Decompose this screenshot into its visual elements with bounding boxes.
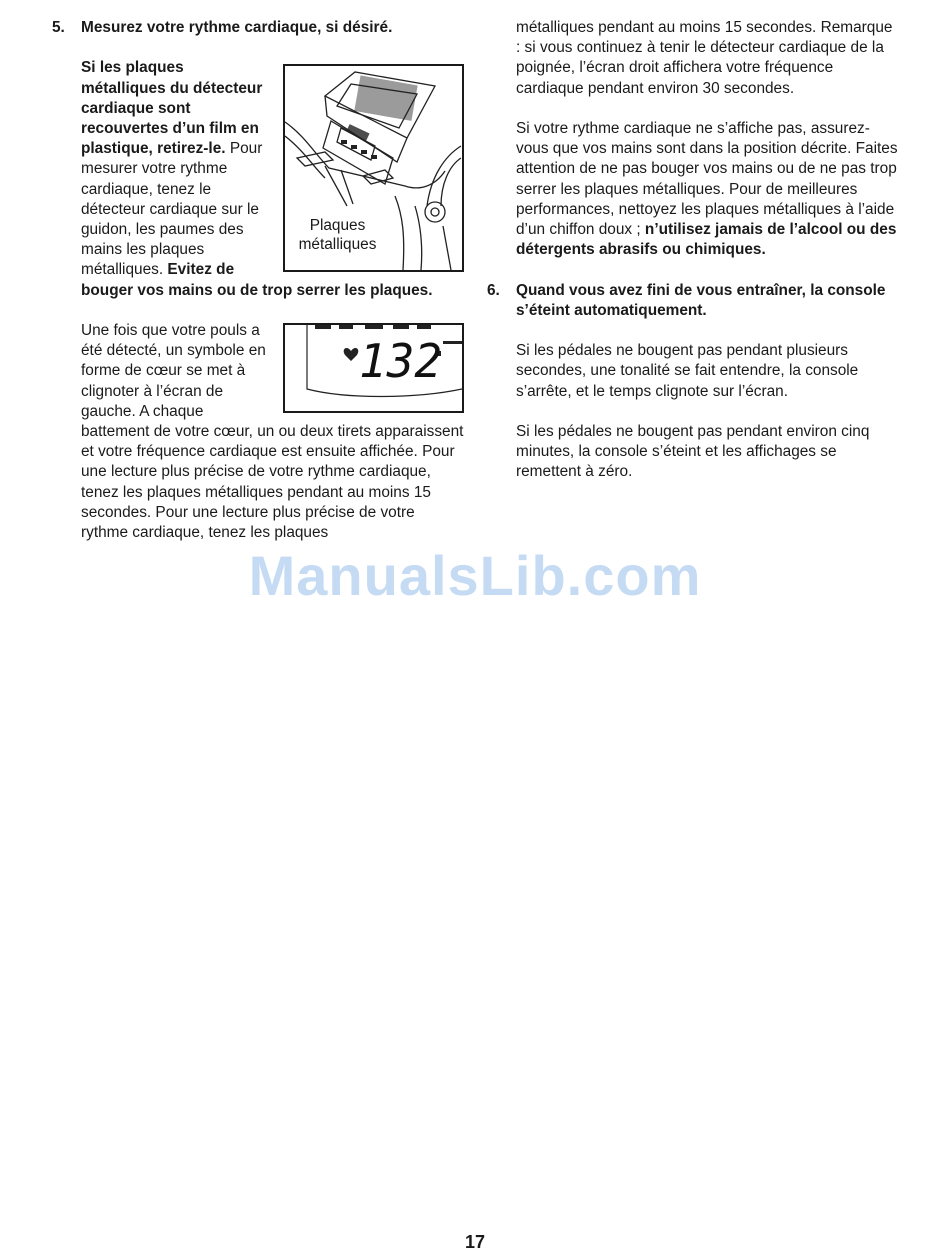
figure-label-line1: Plaques	[309, 217, 366, 235]
heart-rate-value: 132	[359, 334, 443, 389]
paragraph-5: Si les pédales ne bougent pas pendant plusieurs secondes, une tonalité se fait entendre, la console s’arrête, et le temps clignote sur l’écran.	[516, 342, 859, 400]
left-column	[52, 18, 464, 543]
figure-label-line2: métalliques	[298, 236, 377, 254]
step-number: 6.	[487, 281, 500, 299]
lcd-display	[285, 325, 462, 411]
paragraph-with-figure	[81, 58, 464, 300]
instruction-text: Pour mesurer votre rythme cardiaque, tenez le détecteur cardiaque sur le guidon, les paumes des mains les plaques métalliques.	[81, 140, 263, 279]
page-number: 17	[464, 1232, 486, 1252]
step-number: 5.	[52, 19, 65, 36]
step-6	[487, 281, 899, 483]
paragraph-2: Une fois que votre pouls a été détecté, un symbole en forme de cœur se met à clignoter à l’écran de gauche. A chaque battement de votre cœur, un ou deux tirets apparaissent et votre fréquence cardiaque est ensuite affichée. Pour une lecture plus précise de votre rythme cardiaque, tenez les plaques métalliques pendant au moins 15 secondes. Pour une lecture plus précise de votre rythme cardiaque, tenez les plaques	[81, 322, 464, 542]
watermark: ManualsLib.com	[248, 544, 702, 607]
paragraph-4	[516, 119, 899, 260]
figure-label	[285, 216, 390, 254]
cleaning-warning: n’utilisez jamais de l’alcool ou des détergents abrasifs ou chimiques.	[516, 221, 897, 259]
instruction-bold: Si les plaques métalliques du détecteur cardiaque sont recouvertes d’un film en plastique, retirez-le.	[81, 59, 263, 158]
heart-rate-display-figure	[283, 323, 464, 413]
step-5-continued	[487, 18, 899, 260]
troubleshoot-text: Si votre rythme cardiaque ne s’affiche pas, assurez-vous que vos mains sont dans la position décrite. Faites attention de ne pas bouger vos mains ou de ne pas trop serrer les plaques métalliques. Pour de meilleures performances, nettoyez les plaques métalliques à l’aide d’un chiffon doux ;	[516, 120, 898, 239]
right-column	[487, 18, 899, 483]
step-heading	[81, 18, 464, 38]
step-5	[52, 18, 464, 543]
paragraph-with-display	[81, 321, 464, 543]
paragraph-6: Si les pédales ne bougent pas pendant environ cinq minutes, la console s’éteint et les affichages se remettent à zéro.	[516, 423, 870, 481]
step-heading-text: Quand vous avez fini de vous entraîner, la console s’éteint automatiquement.	[516, 281, 886, 319]
step-heading-text: Mesurez votre rythme cardiaque, si désiré.	[81, 19, 393, 36]
heart-rate-grip-figure	[283, 64, 464, 272]
paragraph-3: métalliques pendant au moins 15 secondes. Remarque : si vous continuez à tenir le détecteur cardiaque de la poignée, l’écran droit affichera votre fréquence cardiaque pendant environ 30 secondes.	[516, 19, 893, 97]
warning-bold: Evitez de bouger vos mains ou de trop serrer les plaques.	[81, 261, 433, 299]
step-heading	[516, 281, 899, 321]
